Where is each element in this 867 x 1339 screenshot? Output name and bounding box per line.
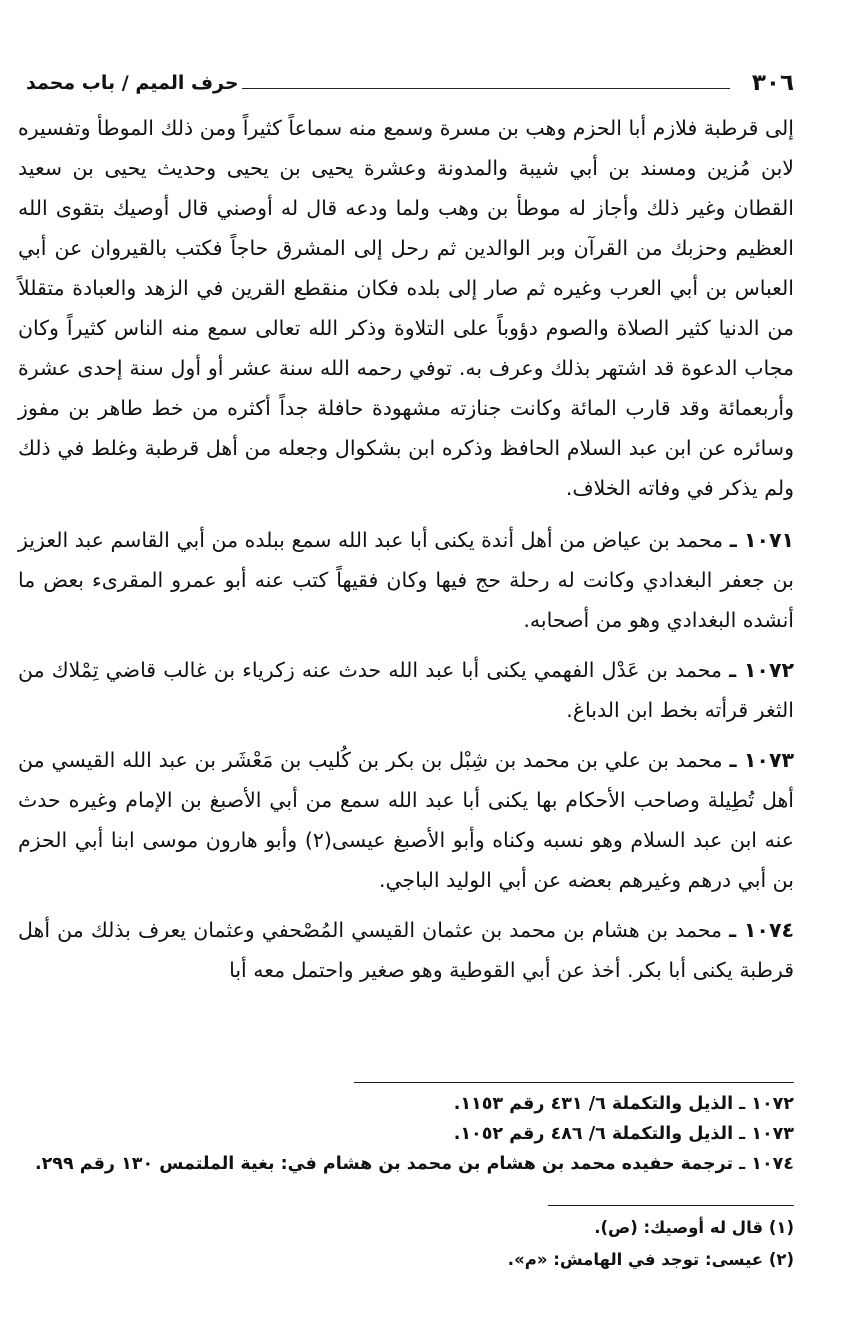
running-title: حرف الميم / باب محمد [26,72,239,94]
book-page [18,64,794,1000]
entry-text: محمد بن عياض من أهل أندة يكنى أبا عبد الله سمع ببلده من أبي القاسم عبد العزيز بن جعفر البغدادي وكانت له رحلة حج فيها وكان فقيهاً كتب عنه أبو عمرو المقرىء بعض ما أنشده البغدادي وهو من أصحابه. [18,528,794,632]
entry-text: محمد بن علي بن محمد بن شِبْل بن بكر بن كُليب بن مَعْشَر بن عبد الله القيسي من أهل تُطِيلة وصاحب الأحكام بها يكنى أبا عبد الله سمع من أبي الأصبغ بن الإمام وغيره حدث عنه ابن عبد السلام وهو نسبه وكناه وأبو الأصبغ عيسى(٢) وأبو هارون موسى ابنا أبي الحزم بن أبي درهم وغيرهم بعضه عن أبي الوليد الباجي. [18,748,794,892]
entry-number: ١٠٧٢ ـ [729,658,794,682]
main-text [18,108,794,990]
references-rule [354,1082,794,1083]
entry-1073 [18,740,794,900]
page-header [18,64,794,108]
entry-text: محمد بن عَدْل الفهمي يكنى أبا عبد الله حدث عنه زكرياء بن غالب قاضي تِمْلاك من الثغر قرأته بخط ابن الدباغ. [18,658,794,722]
entry-text: محمد بن هشام بن محمد بن عثمان القيسي المُصْحفي وعثمان يعرف بذلك من أهل قرطبة يكنى أبا بكر. أخذ عن أبي القوطية وهو صغير واحتمل معه أبا [18,918,794,982]
reference-1072: ١٠٧٢ ـ الذيل والتكملة ٦/ ٤٣١ رقم ١١٥٣. [453,1094,794,1114]
entry-1072 [18,650,794,730]
footnote-1: (١) قال له أوصيك: (ص). [594,1218,794,1237]
footnotes-rule [548,1205,794,1206]
entry-1071 [18,520,794,640]
entry-number: ١٠٧١ ـ [729,528,794,552]
source-references [18,1082,794,1179]
header-rule [242,88,730,89]
entry-number: ١٠٧٤ ـ [729,918,794,942]
reference-1074: ١٠٧٤ ـ ترجمة حفيده محمد بن هشام بن محمد بن هشام في: بغية الملتمس ١٣٠ رقم ٢٩٩. [34,1154,794,1174]
intro-paragraph: إلى قرطبة فلازم أبا الحزم وهب بن مسرة وسمع منه سماعاً كثيراً ومن ذلك الموطأ وتفسيره لابن مُزين ومسند بن أبي شيبة والمدونة وعشرة يحيى بن يحيى وحديث يحيى بن سعيد القطان وغير ذلك وأجاز له موطأ بن وهب ولما ودعه قال له أوصني قال أوصيك بتقوى الله العظيم وحزبك من القرآن وبر الوالدين ثم رحل إلى المشرق حاجاً فكتب بالقيروان عن أبي العباس بن أبي العرب وغيره ثم صار إلى بلده فكان منقطع القرين في الزهد والعبادة متقللاً من الدنيا كثير الصلاة والصوم دؤوباً على التلاوة وذكر الله تعالى سمع منه الناس كثيراً وكان مجاب الدعوة قد اشتهر بذلك وعرف به. توفي رحمه الله سنة عشر أو أول سنة إحدى عشرة وأربعمائة وقد قارب المائة وكانت جنازته مشهودة حافلة جداً أكثره من خط طاهر بن مفوز وسائره عن ابن عبد السلام الحافظ وذكره ابن بشكوال وجعله من أهل قرطبة وغلط في ذلك ولم يذكر في وفاته الخلاف. [18,116,794,500]
entry-number: ١٠٧٣ ـ [729,748,794,772]
footnote-2: (٢) عيسى: توجد في الهامش: «م». [507,1250,794,1269]
footnotes [18,1205,794,1276]
reference-1073: ١٠٧٣ ـ الذيل والتكملة ٦/ ٤٨٦ رقم ١٠٥٢. [453,1124,794,1144]
entry-1074 [18,910,794,990]
page-number: ٣٠٦ [751,70,794,96]
